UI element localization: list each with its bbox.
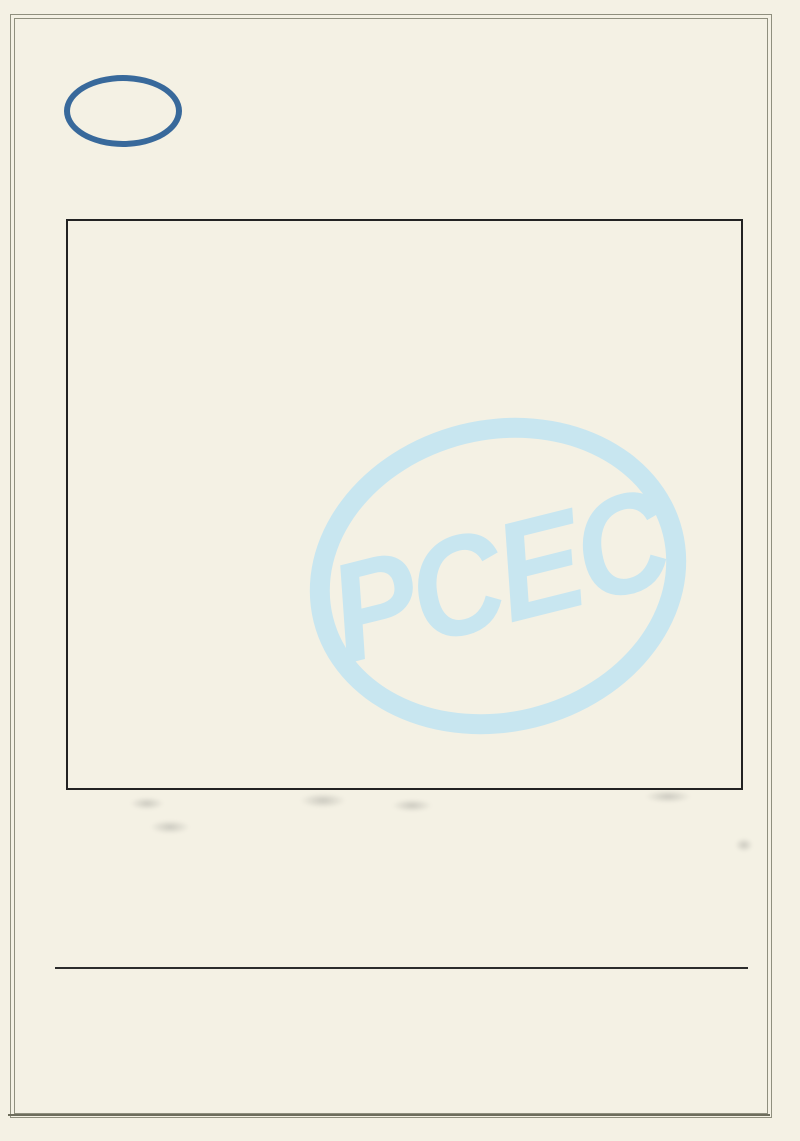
scan-smudge bbox=[150, 820, 190, 834]
clauses-box bbox=[66, 219, 743, 790]
scan-smudge bbox=[300, 793, 346, 808]
scan-smudge bbox=[392, 799, 432, 812]
pcec-logo bbox=[64, 75, 182, 147]
pcec-watermark-text: PCEC bbox=[314, 458, 682, 694]
company-underline bbox=[55, 967, 748, 969]
scan-smudge bbox=[735, 838, 753, 852]
page-bottom-rule bbox=[8, 1114, 770, 1116]
scan-smudge bbox=[645, 790, 691, 803]
scan-smudge bbox=[130, 797, 164, 810]
